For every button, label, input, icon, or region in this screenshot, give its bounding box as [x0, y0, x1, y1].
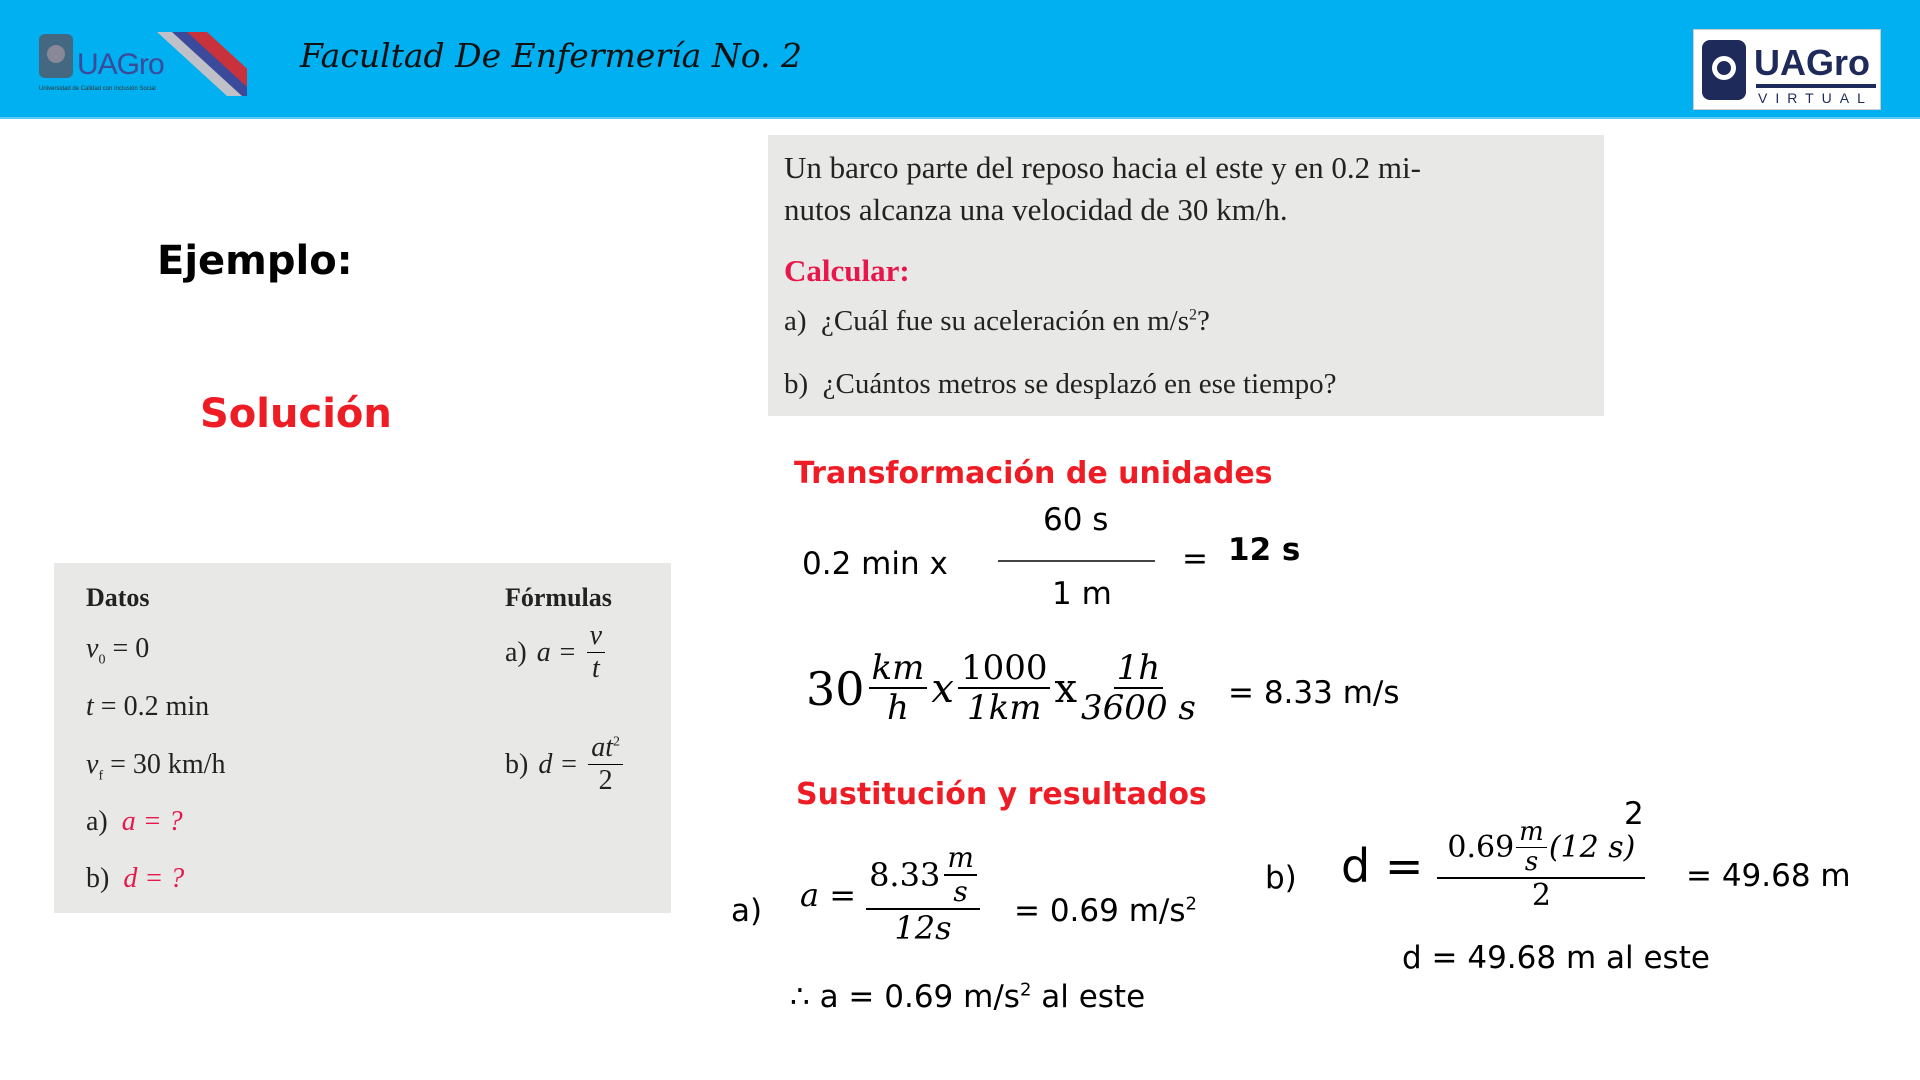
var: v — [86, 749, 99, 780]
times: x — [931, 666, 954, 713]
distance-result: = 49.68 m — [1686, 858, 1851, 894]
denominator: 3600 s — [1081, 688, 1196, 729]
value-end: al este — [1031, 979, 1146, 1015]
accel-formula — [800, 843, 980, 947]
sub: 0 — [98, 652, 106, 668]
dato-t — [86, 691, 209, 723]
sup: 2 — [1019, 979, 1032, 1001]
sup: 2 — [1185, 893, 1197, 915]
logo-left-subtitle: Universidad de Calidad con Inclusión Social — [39, 86, 156, 92]
question-b — [784, 368, 1336, 401]
part-b-prefix: b) — [1265, 860, 1297, 896]
fraction — [866, 843, 980, 947]
velocity-conversion — [806, 650, 1196, 728]
var: v — [86, 633, 99, 664]
calcular-label: Calcular: — [784, 253, 910, 288]
fraction — [587, 621, 605, 685]
unknown-a — [86, 806, 183, 838]
numerator: 1h — [1114, 650, 1164, 689]
velocity-result: = 8.33 m/s — [1228, 675, 1400, 711]
numerator: 0.69 — [1447, 830, 1515, 866]
unit-den: s — [953, 874, 968, 908]
numerator: at — [591, 732, 614, 763]
numerator: 1000 — [958, 650, 1051, 689]
datos-title: Datos — [86, 583, 150, 612]
value: = 0.2 min — [100, 691, 210, 722]
problem-box — [768, 135, 1604, 416]
question-prefix: b) — [784, 368, 809, 400]
fraction — [1081, 650, 1196, 728]
value: = 0 — [112, 633, 150, 664]
var: t — [86, 691, 94, 722]
substitution-title: Sustitución y resultados — [796, 777, 1207, 812]
fraction — [958, 650, 1051, 728]
denominator: h — [887, 688, 909, 729]
uagro-virtual-logo — [1693, 29, 1881, 110]
dato-v0 — [86, 633, 149, 669]
unit-num: m — [1516, 818, 1547, 848]
header-title: Facultad De Enfermería No. 2 — [300, 36, 802, 75]
question-end: ? — [1197, 305, 1210, 337]
unknown: d = ? — [123, 863, 185, 894]
header-bar — [0, 0, 1920, 119]
formula-a — [505, 621, 605, 685]
distance-formula — [1341, 818, 1645, 914]
exponent: 2 — [1624, 796, 1644, 832]
datos-box — [54, 563, 671, 913]
lhs: d = — [1341, 838, 1424, 893]
dato-vf — [86, 749, 225, 785]
transform-title: Transformación de unidades — [794, 456, 1273, 491]
sub: f — [98, 768, 104, 784]
unit-den: s — [1524, 846, 1539, 877]
problem-statement — [784, 147, 1421, 231]
part-a-prefix: a) — [731, 893, 763, 929]
solution-label: Solución — [200, 391, 392, 437]
logo-divider — [1756, 84, 1876, 88]
conv-left: 0.2 min x — [802, 546, 948, 582]
fraction — [1437, 818, 1645, 914]
denominator: 2 — [598, 764, 613, 796]
prefix: b) — [86, 863, 110, 894]
coef: 30 — [806, 662, 865, 717]
prefix: a) — [86, 806, 108, 837]
lhs: a = — [800, 875, 857, 914]
numerator: km — [869, 650, 928, 689]
logo-right-subtitle: VIRTUAL — [1758, 90, 1873, 106]
denominator: 12s — [894, 908, 952, 947]
logo-right-text: UAGro — [1754, 42, 1870, 83]
question-a — [784, 305, 1210, 338]
paren-term: (12 s) — [1548, 830, 1636, 866]
lhs: a = — [536, 636, 577, 668]
conv-denominator: 1 m — [1052, 576, 1112, 612]
fraction — [588, 733, 623, 797]
unknown-b — [86, 863, 184, 895]
prefix: b) — [505, 748, 529, 780]
unknown: a = ? — [121, 806, 183, 837]
slide-heading: Ejemplo: — [157, 238, 353, 284]
times: x — [1054, 666, 1078, 713]
value: ∴ a = 0.69 m/s — [790, 979, 1020, 1015]
problem-line: nutos alcanza una velocidad de 30 km/h. — [784, 192, 1288, 227]
fraction — [869, 650, 928, 728]
conv-result: 12 s — [1228, 532, 1301, 568]
problem-line: Un barco parte del reposo hacia el este y en 0.2 mi- — [784, 150, 1421, 185]
logo-left-text: UAGro — [77, 48, 164, 81]
accel-result — [1014, 893, 1197, 929]
formulas-title: Fórmulas — [505, 583, 612, 612]
formula-b — [505, 733, 623, 797]
value: = 0.69 m/s — [1014, 893, 1186, 929]
unit-num: m — [944, 843, 977, 876]
fraction-line — [998, 560, 1155, 562]
equals: = — [1182, 541, 1208, 577]
conv-numerator: 60 s — [1043, 502, 1109, 538]
denominator: t — [592, 652, 600, 684]
value: = 30 km/h — [110, 749, 226, 780]
question-text: ¿Cuál fue su aceleración en m/s — [821, 305, 1190, 337]
uagro-logo-left — [37, 30, 247, 98]
sup: 2 — [613, 734, 621, 750]
denominator: 1km — [966, 688, 1042, 729]
numerator: 8.33 — [869, 855, 941, 894]
accel-conclusion — [790, 979, 1145, 1015]
denominator: 2 — [1531, 878, 1551, 914]
lhs: d = — [538, 748, 579, 780]
question-sup: 2 — [1189, 306, 1198, 324]
distance-conclusion: d = 49.68 m al este — [1402, 940, 1710, 976]
question-prefix: a) — [784, 305, 807, 337]
prefix: a) — [505, 636, 527, 668]
numerator: v — [587, 621, 605, 653]
question-text: ¿Cuántos metros se desplazó en ese tiempo? — [822, 368, 1337, 400]
